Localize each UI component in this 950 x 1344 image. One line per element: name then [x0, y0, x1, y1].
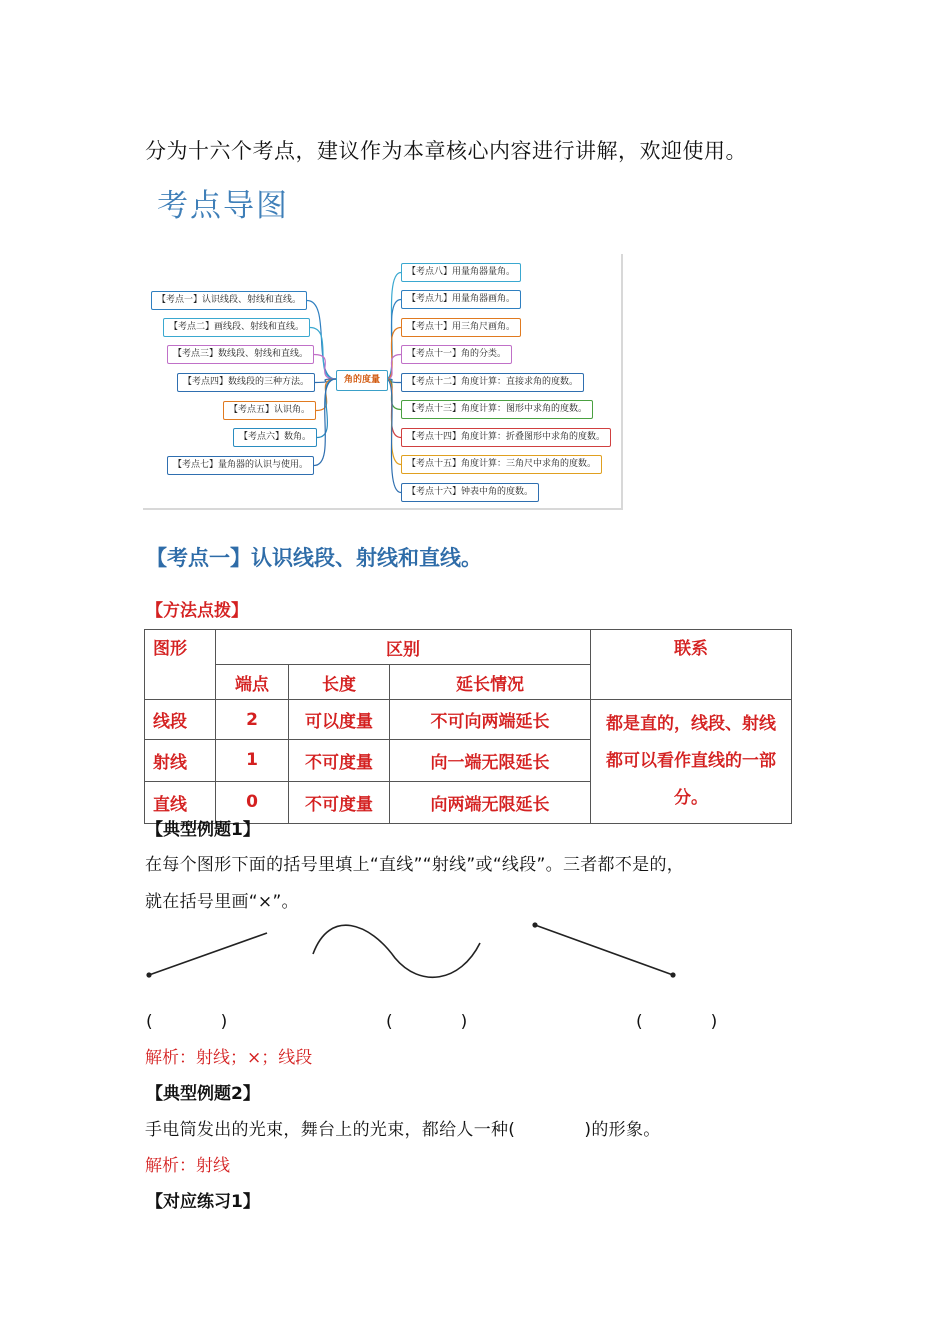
ray-figure [146, 933, 267, 978]
table-row-length: 不可度量 [289, 740, 390, 781]
mind-map-node-right: 【考点八】用量角器量角。 [401, 263, 521, 282]
segment-figure [532, 922, 675, 977]
example1-line1: 在每个图形下面的括号里填上“直线”“射线”或“线段”。三者都不是的， [145, 855, 685, 875]
table-header-extension: 延长情况 [390, 665, 591, 700]
mind-map-node-left: 【考点五】认识角。 [223, 401, 316, 420]
answer-paren-3: ( ) [636, 1012, 718, 1032]
table-row-shape: 直线 [145, 781, 216, 824]
practice1-label: 【对应练习1】 [146, 1192, 260, 1212]
method-label: 【方法点拨】 [146, 601, 248, 621]
mind-map-center: 角的度量 [336, 370, 388, 391]
mind-map-connector [386, 379, 401, 493]
mind-map-node-right: 【考点十二】角度计算：直接求角的度数。 [401, 373, 584, 392]
mind-map-connector [386, 379, 401, 438]
table-row-length: 可以度量 [289, 700, 390, 740]
mind-map-connector [314, 379, 336, 466]
table-row-endpoints: 2 [216, 700, 289, 740]
table-relation-cell: 都是直的，线段、射线都可以看作直线的一部分。 [591, 700, 792, 824]
mind-map-node-right: 【考点十】用三角尺画角。 [401, 318, 521, 337]
example1-label: 【典型例题1】 [146, 820, 260, 840]
table-row-shape: 射线 [145, 740, 216, 781]
mind-map-node-left: 【考点四】数线段的三种方法。 [177, 373, 315, 392]
mind-map-connector [386, 379, 401, 465]
example1-line2: 就在括号里画“×”。 [145, 892, 299, 912]
table-header-diff: 区别 [216, 630, 591, 665]
table-row-extension: 不可向两端延长 [390, 700, 591, 740]
table-row-endpoints: 1 [216, 740, 289, 781]
mind-map-node-right: 【考点十四】角度计算：折叠图形中求角的度数。 [401, 428, 611, 447]
table-row-extension: 向一端无限延长 [390, 740, 591, 781]
table-header-shape: 图形 [145, 630, 216, 700]
mind-map-connector [386, 328, 401, 380]
example1-answer: 解析：射线；×；线段 [145, 1048, 313, 1068]
mind-map-node-left: 【考点六】数角。 [233, 428, 317, 447]
mind-map-connector [386, 273, 401, 380]
mind-map-node-left: 【考点三】数线段、射线和直线。 [167, 345, 314, 364]
example2-text: 手电筒发出的光束，舞台上的光束，都给人一种( )的形象。 [145, 1120, 661, 1140]
answer-paren-2: ( ) [386, 1012, 468, 1032]
mind-map-node-right: 【考点九】用量角器画角。 [401, 290, 521, 309]
table-row-endpoints: 0 [216, 781, 289, 824]
method-table [144, 629, 792, 824]
example2-label: 【典型例题2】 [146, 1084, 260, 1104]
mind-map-node-right: 【考点十五】角度计算：三角尺中求角的度数。 [401, 455, 602, 474]
mind-map-node-right: 【考点十一】角的分类。 [401, 345, 512, 364]
mind-map-node-right: 【考点十三】角度计算：图形中求角的度数。 [401, 400, 593, 419]
section-heading: 考点导图 [157, 188, 289, 224]
example1-figures [140, 918, 700, 988]
table-header-relation: 联系 [591, 630, 792, 700]
example2-answer: 解析：射线 [145, 1156, 230, 1176]
kaodian1-title: 【考点一】认识线段、射线和直线。 [146, 546, 482, 570]
mind-map [143, 254, 623, 510]
curve-figure [313, 925, 480, 977]
mind-map-connector [386, 379, 401, 410]
intro-text: 分为十六个考点，建议作为本章核心内容进行讲解，欢迎使用。 [145, 139, 747, 163]
mind-map-connector [386, 355, 401, 380]
mind-map-node-right: 【考点十六】钟表中角的度数。 [401, 483, 539, 502]
mind-map-node-left: 【考点七】量角器的认识与使用。 [167, 456, 314, 475]
mind-map-connector [386, 300, 401, 380]
answer-paren-1: ( ) [146, 1012, 228, 1032]
table-header-endpoints: 端点 [216, 665, 289, 700]
table-row-extension: 向两端无限延长 [390, 781, 591, 824]
mind-map-connector [314, 355, 336, 380]
table-header-length: 长度 [289, 665, 390, 700]
mind-map-node-left: 【考点二】画线段、射线和直线。 [163, 318, 310, 337]
table-row-shape: 线段 [145, 700, 216, 740]
table-row-length: 不可度量 [289, 781, 390, 824]
mind-map-node-left: 【考点一】认识线段、射线和直线。 [151, 291, 307, 310]
